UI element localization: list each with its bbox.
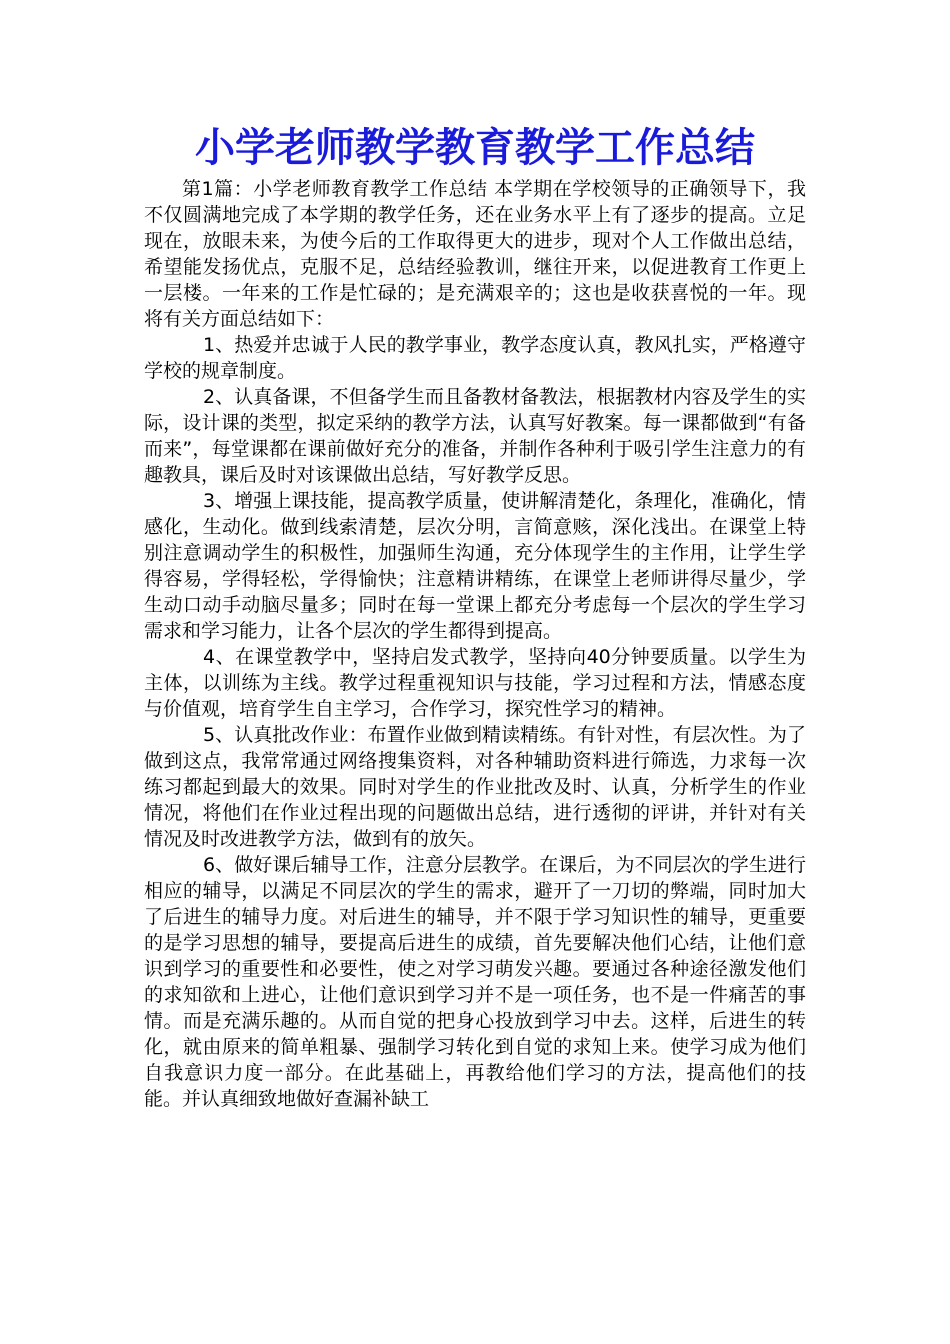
document-title: 小学老师教学教育教学工作总结 xyxy=(195,124,755,171)
item-paragraph-2: 2、认真备课，不但备学生而且备教材备教法，根据教材内容及学生的实际，设计课的类型，拟定采纳的教学方法，认真写好教案。每一课都做到“有备而来”，每堂课都在课前做好充分的准备，并制作各种利于吸引学生注意力的有趣教具，课后及时对该课做出总结，写好教学反思。 xyxy=(144,386,806,486)
item-paragraph-6: 6、做好课后辅导工作，注意分层教学。在课后，为不同层次的学生进行相应的辅导，以满足不同层次的学生的需求，避开了一刀切的弊端，同时加大了后进生的辅导力度。对后进生的辅导，并不限于学习知识性的辅导，更重要的是学习思想的辅导，要提高后进生的成绩，首先要解决他们心结，让他们意识到学习的重要性和必要性，使之对学习萌发兴趣。要通过各种途径激发他们的求知欲和上进心，让他们意识到学习并不是一项任务，也不是一件痛苦的事情。而是充满乐趣的。从而自觉的把身心投放到学习中去。这样，后进生的转化，就由原来的简单粗暴、强制学习转化到自觉的求知上来。使学习成为他们自我意识力度一部分。在此基础上，再教给他们学习的方法，提高他们的技能。并认真细致地做好查漏补缺工 xyxy=(144,854,806,1110)
item-paragraph-3: 3、增强上课技能，提高教学质量，使讲解清楚化，条理化，准确化，情感化，生动化。做到线索清楚，层次分明，言简意赅，深化浅出。在课堂上特别注意调动学生的积极性，加强师生沟通，充分体现学生的主作用，让学生学得容易，学得轻松，学得愉快；注意精讲精练，在课堂上老师讲得尽量少，学生动口动手动脑尽量多；同时在每一堂课上都充分考虑每一个层次的学生学习需求和学习能力，让各个层次的学生都得到提高。 xyxy=(144,490,806,642)
intro-paragraph: 第1篇：小学老师教育教学工作总结 本学期在学校领导的正确领导下，我不仅圆满地完成了本学期的教学任务，还在业务水平上有了逐步的提高。立足现在，放眼未来，为使今后的工作取得更大的进步，现对个人工作做出总结，希望能发扬优点，克服不足，总结经验教训，继往开来，以促进教育工作更上一层楼。一年来的工作是忙碌的；是充满艰辛的；这也是收获喜悦的一年。现将有关方面总结如下： xyxy=(144,178,806,330)
item-paragraph-1: 1、热爱并忠诚于人民的教学事业，教学态度认真，教风扎实，严格遵守学校的规章制度。 xyxy=(144,334,806,382)
item-paragraph-4: 4、在课堂教学中，坚持启发式教学，坚持向40分钟要质量。以学生为主体，以训练为主线。教学过程重视知识与技能，学习过程和方法，情感态度与价值观，培育学生自主学习，合作学习，探究性学习的精神。 xyxy=(144,646,806,720)
document-page xyxy=(144,120,806,1320)
item-paragraph-5: 5、认真批改作业：布置作业做到精读精练。有针对性，有层次性。为了做到这点，我常常通过网络搜集资料，对各种辅助资料进行筛选，力求每一次练习都起到最大的效果。同时对学生的作业批改及时、认真，分析学生的作业情况，将他们在作业过程出现的问题做出总结，进行透彻的评讲，并针对有关情况及时改进教学方法，做到有的放矢。 xyxy=(144,724,806,850)
